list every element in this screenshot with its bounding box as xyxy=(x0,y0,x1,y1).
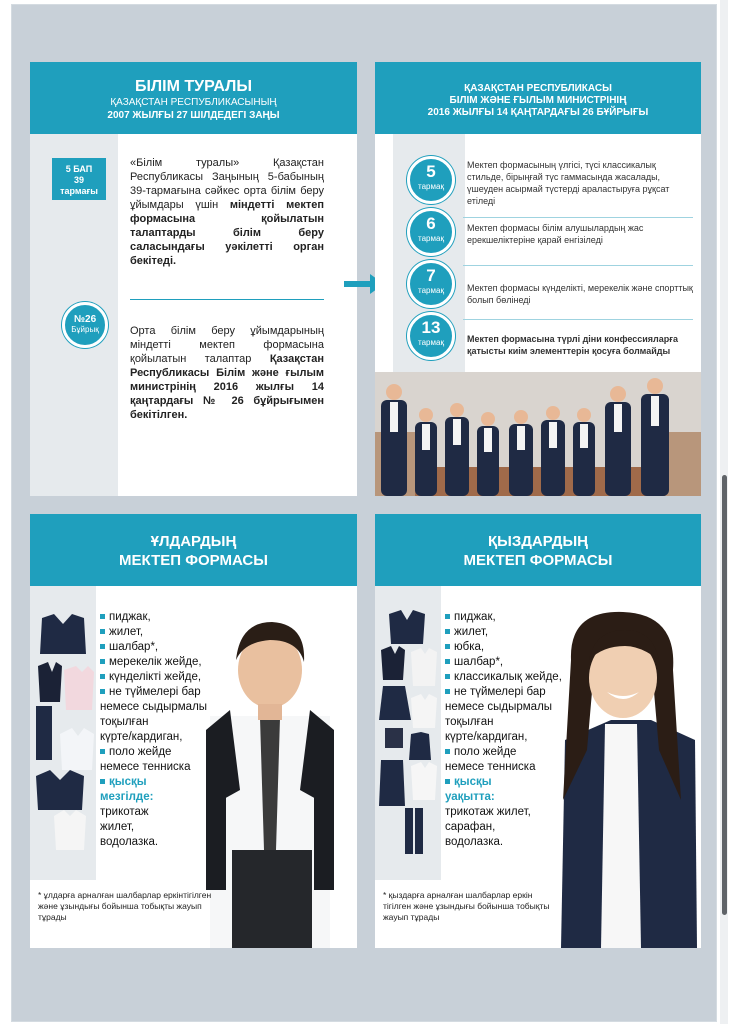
clothing-item-label: немесе сыдырмалы xyxy=(445,701,553,713)
article-badge-line2: 39 xyxy=(73,175,84,185)
girls-panel xyxy=(375,514,701,948)
order-item-text: Мектеп формасына түрлі діни конфессияларға қатысты киім элементтерін қосуға болмайды xyxy=(467,334,678,356)
clothing-item-label: немесе тенниска xyxy=(445,761,536,773)
girls-footnote: * қыздарға арналған шалбарлар еркін тігілген және ұзындығы бойынша тобықты жауып тұрады xyxy=(383,890,550,922)
students-group-photo xyxy=(375,372,701,496)
law-header xyxy=(30,62,357,134)
clothing-item-label: пиджак, xyxy=(109,611,151,623)
boys-panel xyxy=(30,514,357,948)
bullet-icon xyxy=(445,689,450,694)
bullet-icon xyxy=(100,674,105,679)
clothing-item-label: сарафан, xyxy=(445,821,496,833)
law-divider xyxy=(130,299,324,300)
law-paragraph-1 xyxy=(130,156,324,268)
clothing-item-label: шалбар*, xyxy=(109,641,159,653)
clothing-item-label: мерекелік жейде, xyxy=(109,656,202,668)
boys-header xyxy=(30,514,357,586)
order-rule-1 xyxy=(463,217,693,218)
clothing-item-label: тоқылған xyxy=(445,716,494,728)
boys-footnote: * ұлдарға арналған шалбарлар еркінтігілген және ұзындығы бойынша тобықты жауып тұрады xyxy=(38,890,212,922)
bullet-icon xyxy=(100,689,105,694)
article-badge-line3: тармағы xyxy=(60,186,98,196)
clothing-item-label: юбка, xyxy=(454,641,485,653)
clothing-item-label: водолазка. xyxy=(100,836,159,848)
clothing-item-label: жилет, xyxy=(109,626,144,638)
girls-clothes-icons xyxy=(375,610,441,860)
clothing-item-label: мезгілде: xyxy=(100,791,154,803)
order-header xyxy=(375,62,701,134)
order-title-1: ҚАЗАҚСТАН РЕСПУБЛИКАСЫ xyxy=(464,83,612,94)
law-paragraph-2-bold: Қазақстан Республикасы Білім және ғылым министрінің 2016 жылғы 14 қаңтардағы № 26 бұйрығымен бекітілген. xyxy=(130,353,324,421)
clothing-item-label: водолазка. xyxy=(445,836,504,848)
order-item-sub: тармақ xyxy=(418,286,444,295)
law-panel xyxy=(30,62,357,496)
clothing-item-label: трикотаж жилет, xyxy=(445,806,531,818)
scrollbar-thumb[interactable] xyxy=(722,475,727,915)
bullet-icon xyxy=(445,644,450,649)
law-paragraph-2 xyxy=(130,324,324,422)
order-item-badge xyxy=(407,260,455,308)
article-badge xyxy=(52,158,106,200)
order-item-badge xyxy=(407,312,455,360)
order-badge-label: Бұйрық xyxy=(71,325,99,334)
boys-clothes-icons xyxy=(30,610,96,860)
order-item-text: Мектеп формасының үлгісі, түсі классикалық стильде, бірыңғай түс гаммасында жасалады, үшеуден асырмай түстерді араластыруға рұқсат етіледі xyxy=(467,160,670,206)
clothing-item-label: күнделікті жейде, xyxy=(109,671,202,683)
bullet-icon xyxy=(445,779,450,784)
clothing-item-label: қысқы xyxy=(454,776,492,788)
law-subtitle-2: 2007 ЖЫЛҒЫ 27 ШІЛДЕДЕГІ ЗАҢЫ xyxy=(107,110,280,121)
bullet-icon xyxy=(100,749,105,754)
clothing-item-label: не түймелері бар xyxy=(109,686,201,698)
clothing-item-label: пиджак, xyxy=(454,611,496,623)
bullet-icon xyxy=(445,629,450,634)
law-paragraph-2-text: Орта білім беру ұйымдарының міндетті мектеп формасына қойылатын талаптар xyxy=(130,325,324,365)
clothing-item-label: шалбар*, xyxy=(454,656,504,668)
bullet-icon xyxy=(445,659,450,664)
boys-title-1: ҰЛДАРДЫҢ xyxy=(150,533,237,550)
clothing-item-label: жилет, xyxy=(454,626,489,638)
bullet-icon xyxy=(445,614,450,619)
clothing-item-label: уақытта: xyxy=(445,791,495,803)
clothing-item-label: не түймелері бар xyxy=(454,686,546,698)
order-item-text: Мектеп формасы білім алушылардың жас ерекшеліктеріне қарай енгізіледі xyxy=(467,223,644,245)
clothing-item-label: поло жейде xyxy=(454,746,517,758)
clothing-item-label: классикалық жейде, xyxy=(454,671,562,683)
article-badge-line1: 5 БАП xyxy=(65,164,93,174)
clothing-item-label: күрте/кардиган, xyxy=(100,731,183,743)
clothing-item-label: тоқылған xyxy=(100,716,149,728)
girl-photo xyxy=(541,600,701,948)
law-paragraph-1-bold: міндетті мектеп формасына қойылатын талаптарды білім беру саласындағы уәкілетті орган бекітеді. xyxy=(130,199,324,267)
order-item-number: 6 xyxy=(426,214,436,233)
order-rule-3 xyxy=(463,319,693,320)
clothing-item-label: күрте/кардиган, xyxy=(445,731,528,743)
bullet-icon xyxy=(445,749,450,754)
order-item-sub: тармақ xyxy=(418,182,444,191)
order-panel xyxy=(375,62,701,496)
order-item-number: 5 xyxy=(426,162,436,181)
boys-title-2: МЕКТЕП ФОРМАСЫ xyxy=(119,552,268,569)
law-subtitle-1: ҚАЗАҚСТАН РЕСПУБЛИКАСЫНЫҢ xyxy=(110,97,277,108)
girls-header xyxy=(375,514,701,586)
order-item-text: Мектеп формасы күнделікті, мерекелік және спорттық болып бөлінеді xyxy=(467,283,693,305)
girls-title-1: ҚЫЗДАРДЫҢ xyxy=(487,533,589,550)
order-item-badge xyxy=(407,208,455,256)
clothing-item-label: трикотаж xyxy=(100,806,149,818)
clothing-item-label: немесе тенниска xyxy=(100,761,191,773)
bullet-icon xyxy=(445,674,450,679)
clothing-item-label: жилет, xyxy=(100,821,135,833)
bullet-icon xyxy=(100,659,105,664)
bullet-icon xyxy=(100,629,105,634)
order-title-3: 2016 ЖЫЛҒЫ 14 ҚАҢТАРДАҒЫ 26 БҰЙРЫҒЫ xyxy=(427,107,649,118)
clothing-item-label: немесе сыдырмалы xyxy=(100,701,208,713)
clothing-item-label: қысқы xyxy=(109,776,147,788)
order-badge xyxy=(62,302,108,348)
order-badge-num: №26 xyxy=(73,314,97,325)
girls-title-2: МЕКТЕП ФОРМАСЫ xyxy=(463,552,613,569)
bullet-icon xyxy=(100,779,105,784)
order-item-number: 13 xyxy=(421,318,441,337)
clothing-item-label: поло жейде xyxy=(109,746,172,758)
law-title: БІЛІМ ТУРАЛЫ xyxy=(134,78,253,95)
order-item-badge xyxy=(407,156,455,204)
order-item-number: 7 xyxy=(426,266,436,285)
order-item-sub: тармақ xyxy=(418,234,444,243)
order-title-2: БІЛІМ ЖӘНЕ ҒЫЛЫМ МИНИСТРІНІҢ xyxy=(449,95,627,106)
order-item-sub: тармақ xyxy=(418,338,444,347)
order-rule-2 xyxy=(463,265,693,266)
law-paragraph-1-text: «Білім туралы» Қазақстан Республикасы Заңының 5-бабының 39-тармағына сәйкес орта білім беру ұйымдары үшін xyxy=(130,157,324,211)
bullet-icon xyxy=(100,614,105,619)
bullet-icon xyxy=(100,644,105,649)
